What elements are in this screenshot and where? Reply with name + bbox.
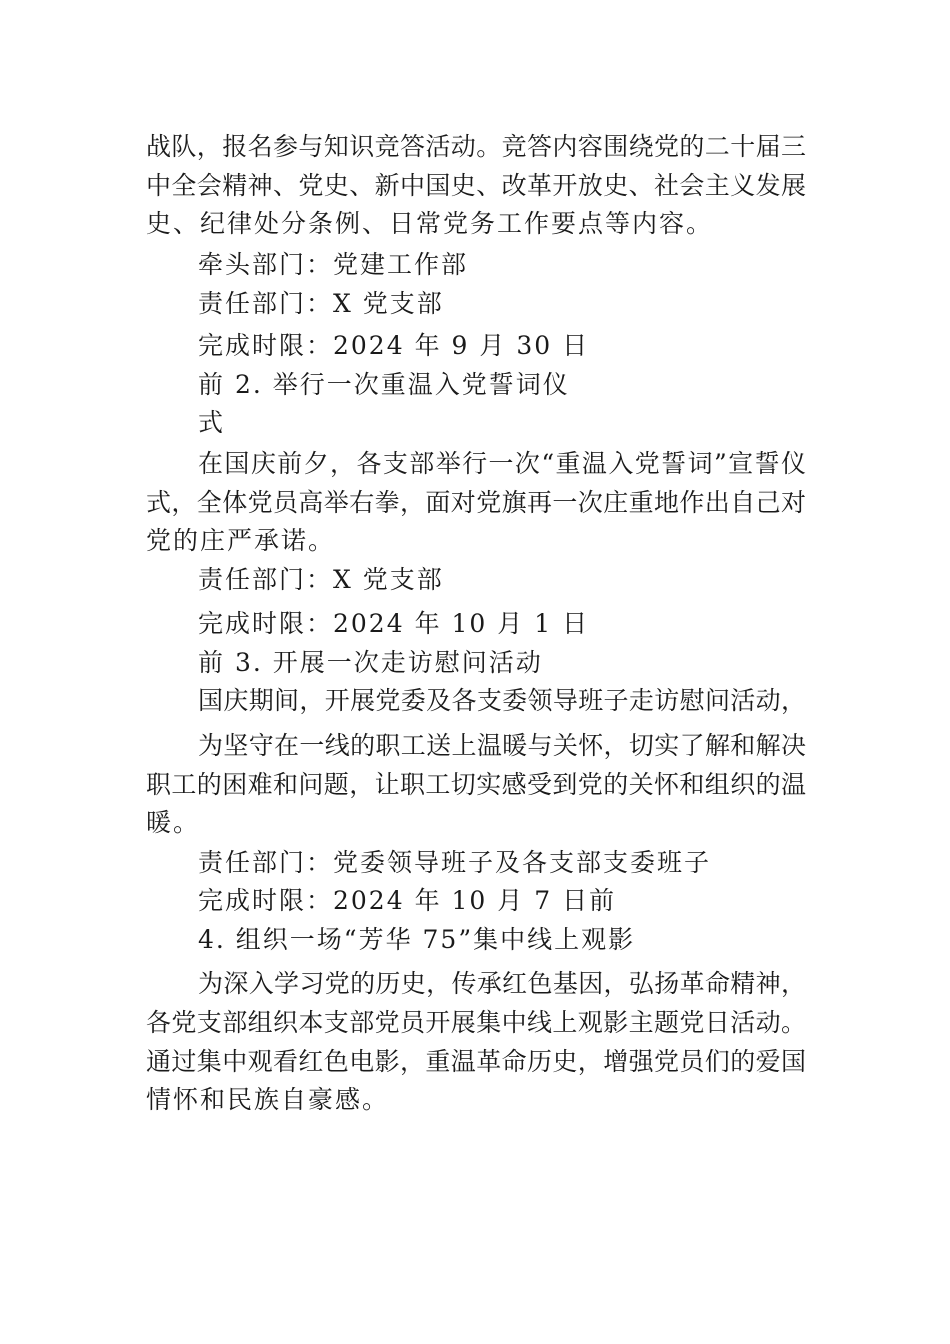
deadline-line: 完成时限：2024 年 10 月 1 日 [198, 609, 590, 638]
paragraph-line: 式，全体党员高举右拳，面对党旗再一次庄重地作出自己对 [146, 488, 806, 517]
paragraph-line: 战队，报名参与知识竞答活动。竞答内容围绕党的二十届三 [146, 132, 806, 161]
section-heading: 前 2. 举行一次重温入党誓词仪 [198, 370, 570, 399]
paragraph-line: 各党支部组织本支部党员开展集中线上观影主题党日活动。 [146, 1008, 806, 1037]
section-heading: 4. 组织一场“芳华 75”集中线上观影 [198, 925, 636, 954]
responsible-department-line: 责任部门：X 党支部 [198, 289, 444, 318]
paragraph-line: 中全会精神、党史、新中国史、改革开放史、社会主义发展 [146, 171, 806, 200]
paragraph-line: 暖。 [146, 808, 201, 837]
section-heading: 前 3. 开展一次走访慰问活动 [198, 648, 543, 677]
paragraph-line: 党的庄严承诺。 [146, 526, 336, 555]
paragraph-line: 国庆期间，开展党委及各支委领导班子走访慰问活动， [198, 686, 806, 715]
responsible-department-line: 责任部门：X 党支部 [198, 565, 444, 594]
responsible-department-line: 责任部门：党委领导班子及各支部支委班子 [198, 848, 712, 877]
paragraph-line: 为深入学习党的历史，传承红色基因，弘扬革命精神， [198, 969, 806, 998]
deadline-line: 完成时限：2024 年 10 月 7 日前 [198, 886, 617, 915]
paragraph-line: 在国庆前夕，各支部举行一次“重温入党誓词”宣誓仪 [198, 449, 806, 478]
paragraph-line: 情怀和民族自豪感。 [146, 1085, 390, 1114]
deadline-line: 完成时限：2024 年 9 月 30 日 [198, 331, 590, 360]
paragraph-line: 通过集中观看红色电影，重温革命历史，增强党员们的爱国 [146, 1047, 806, 1076]
paragraph-line: 为坚守在一线的职工送上温暖与关怀，切实了解和解决 [198, 731, 806, 760]
paragraph-line: 史、纪律处分条例、日常党务工作要点等内容。 [146, 209, 714, 238]
lead-department-line: 牵头部门：党建工作部 [198, 250, 469, 279]
section-heading: 式 [198, 408, 226, 437]
paragraph-line: 职工的困难和问题，让职工切实感受到党的关怀和组织的温 [146, 770, 806, 799]
